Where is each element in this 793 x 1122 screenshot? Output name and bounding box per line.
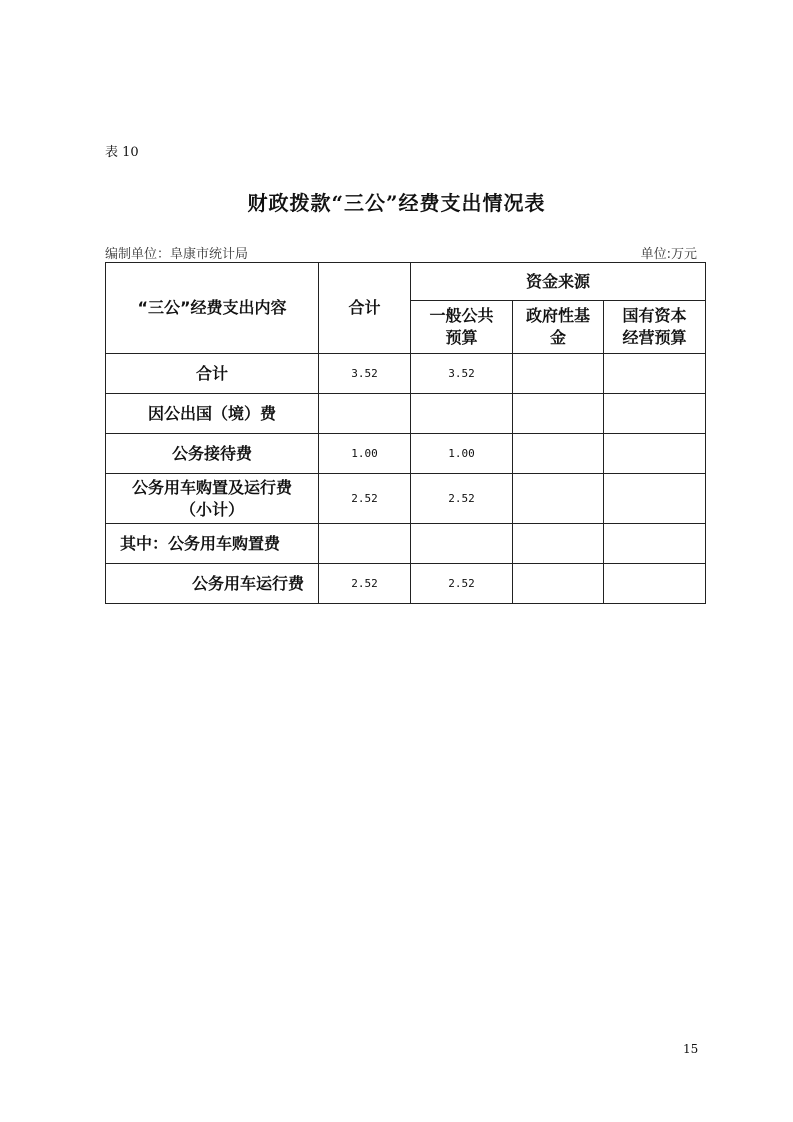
row-general [411, 394, 513, 434]
row-capital [604, 434, 706, 474]
row-total: 3.52 [319, 354, 411, 394]
document-title: 财政拨款“三公”经费支出情况表 [247, 191, 546, 215]
expense-table [105, 262, 706, 604]
row-gov [513, 474, 604, 524]
row-total: 2.52 [319, 474, 411, 524]
row-general: 1.00 [411, 434, 513, 474]
header-general-budget: 一般公共预算 [411, 301, 513, 354]
row-capital [604, 474, 706, 524]
currency-unit: 单位:万元 [640, 247, 697, 262]
row-label: 因公出国（境）费 [106, 394, 319, 434]
compiling-org: 编制单位：阜康市统计局 [105, 247, 249, 262]
header-content: “三公”经费支出内容 [106, 263, 319, 354]
row-gov [513, 394, 604, 434]
row-capital [604, 394, 706, 434]
header-funding-source: 资金来源 [411, 263, 706, 301]
row-label: 合计 [106, 354, 319, 394]
row-label: 公务用车运行费 [106, 564, 319, 604]
row-label: 其中：公务用车购置费 [106, 524, 319, 564]
row-label: 公务接待费 [106, 434, 319, 474]
row-label: 公务用车购置及运行费（小计） [106, 474, 319, 524]
unit-line [105, 243, 697, 262]
row-total [319, 394, 411, 434]
row-general: 3.52 [411, 354, 513, 394]
row-gov [513, 564, 604, 604]
page-number: 15 [683, 1042, 699, 1056]
table-number-label: 表 10 [105, 145, 139, 160]
row-gov [513, 354, 604, 394]
row-total [319, 524, 411, 564]
row-capital [604, 564, 706, 604]
row-capital [604, 524, 706, 564]
table-row [106, 394, 706, 434]
table-row [106, 434, 706, 474]
header-gov-fund: 政府性基金 [513, 301, 604, 354]
table-row [106, 474, 706, 524]
table-row [106, 354, 706, 394]
row-total: 2.52 [319, 564, 411, 604]
row-general: 2.52 [411, 564, 513, 604]
row-general: 2.52 [411, 474, 513, 524]
row-total: 1.00 [319, 434, 411, 474]
row-capital [604, 354, 706, 394]
row-gov [513, 434, 604, 474]
table-row [106, 524, 706, 564]
row-general [411, 524, 513, 564]
header-state-capital: 国有资本经营预算 [604, 301, 706, 354]
row-gov [513, 524, 604, 564]
header-total: 合计 [319, 263, 411, 354]
table-row [106, 564, 706, 604]
